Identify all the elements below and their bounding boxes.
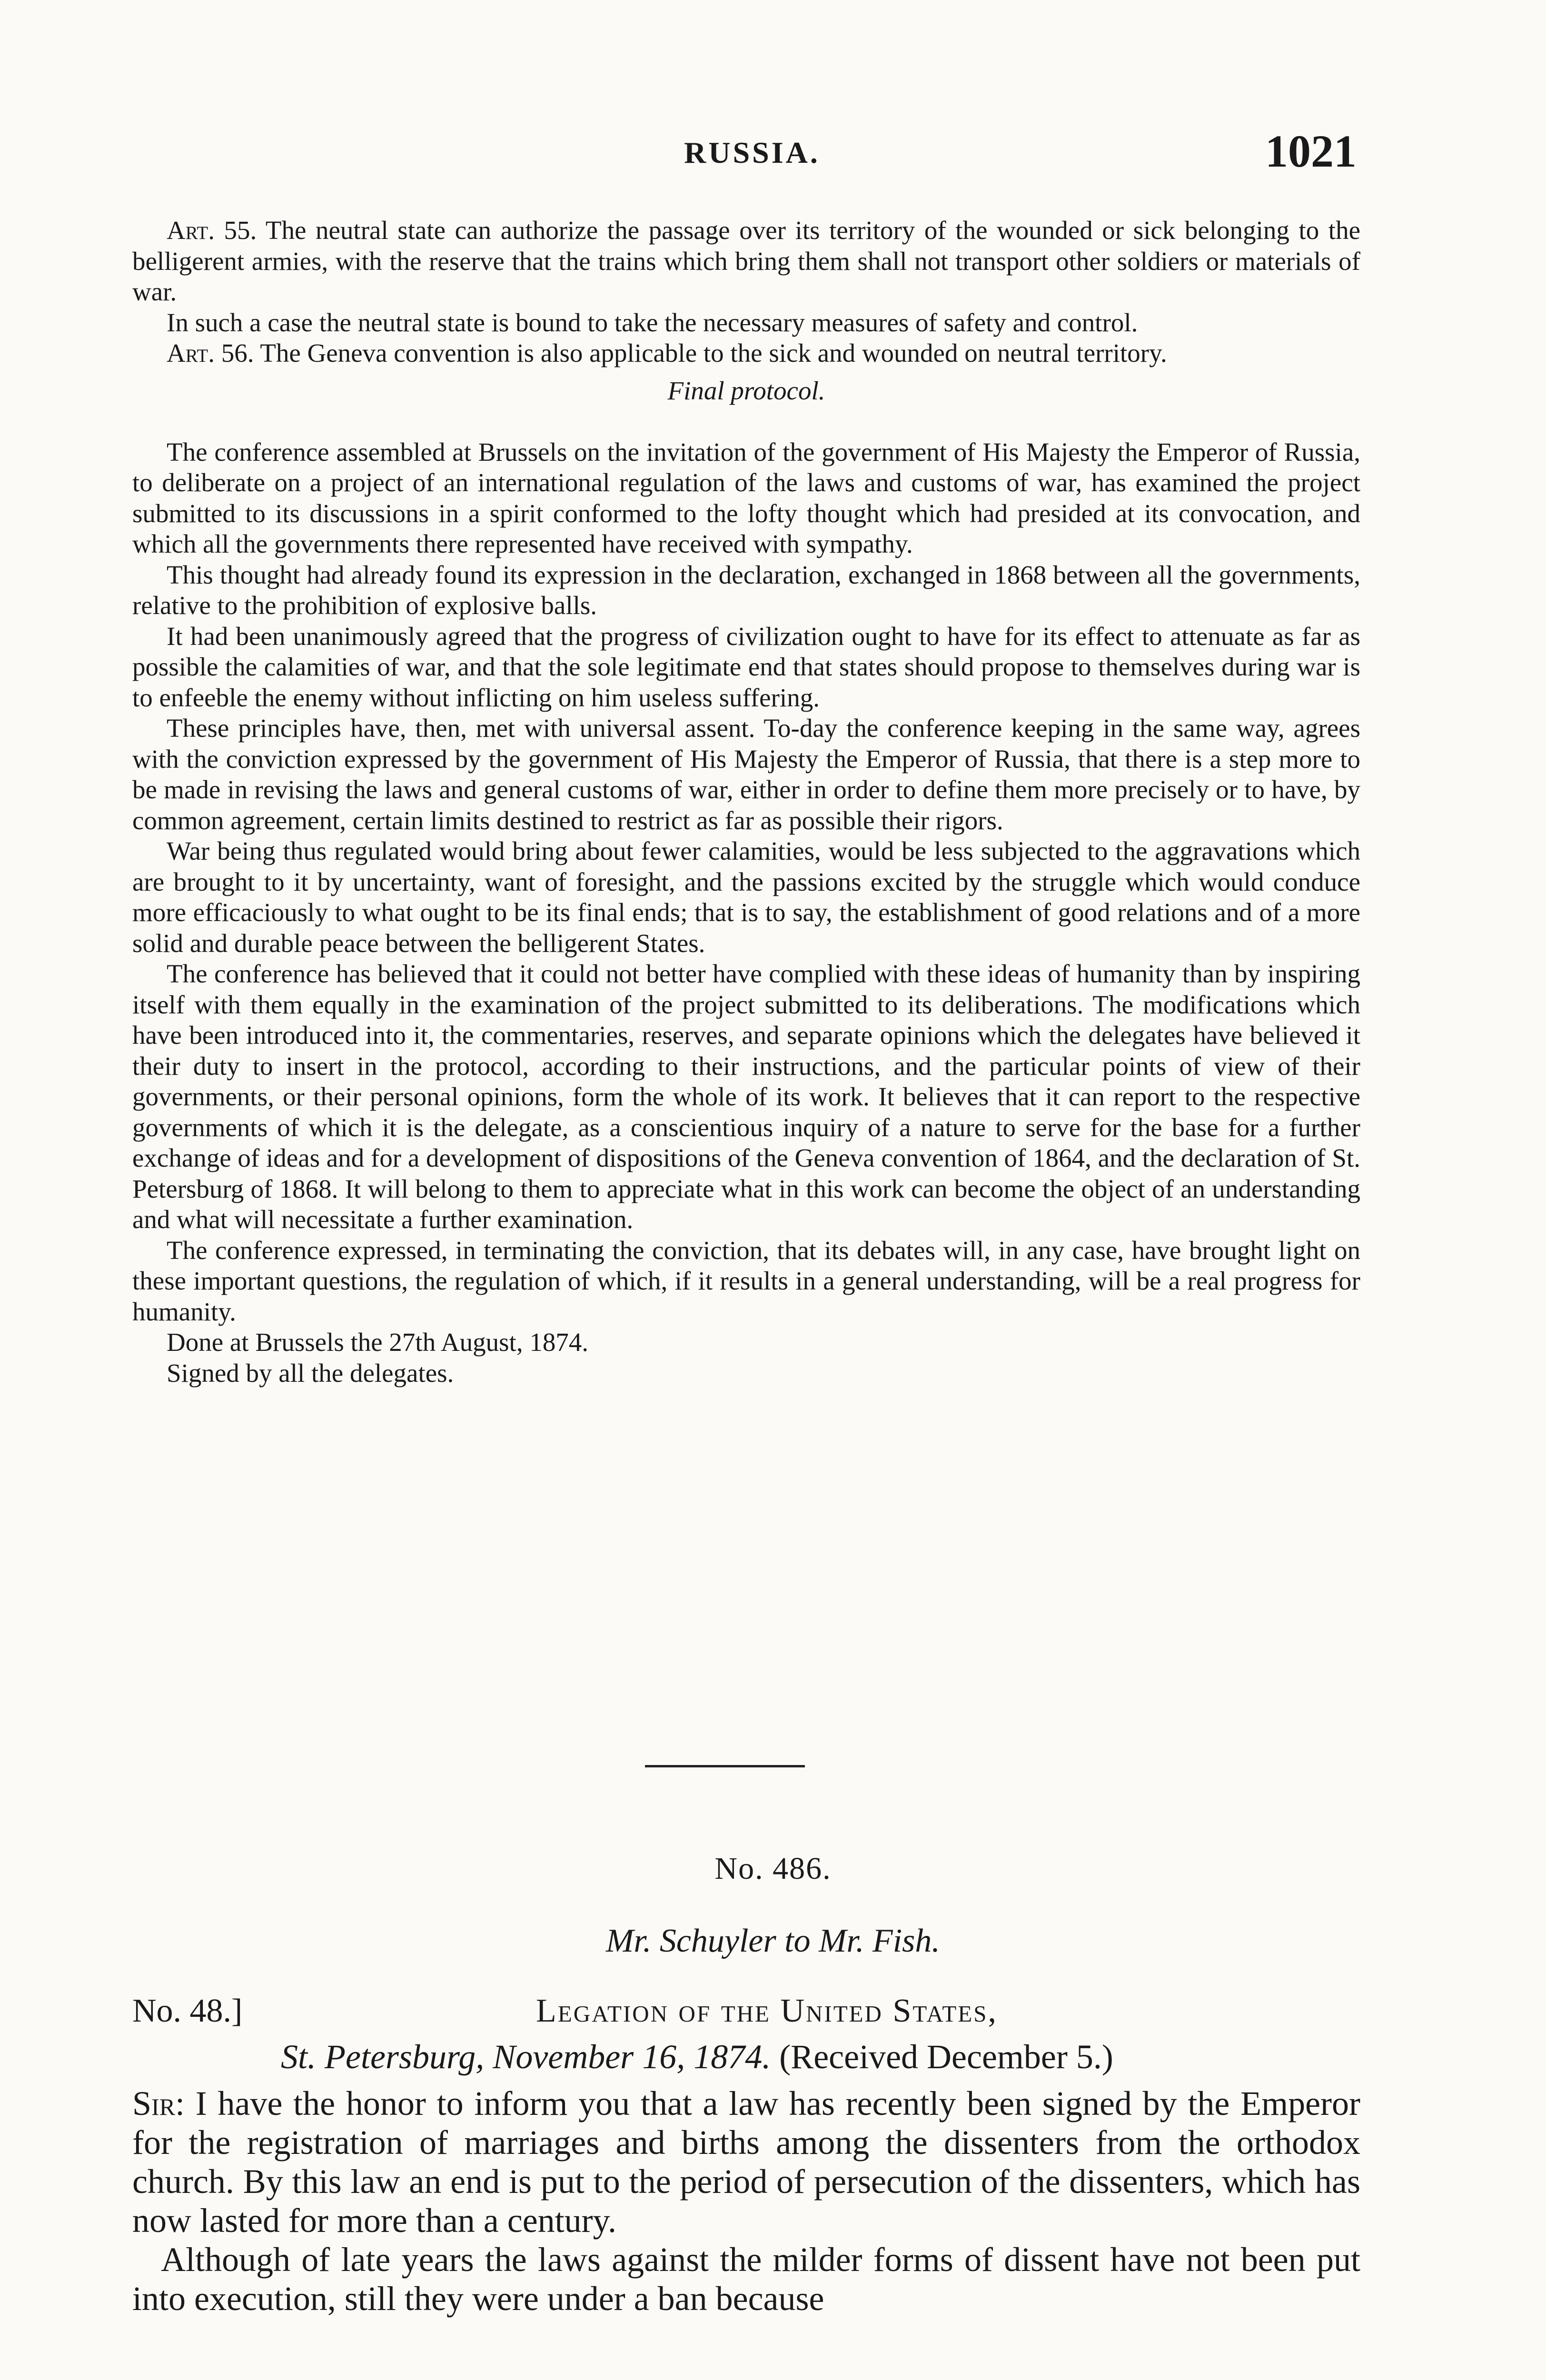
articles-section <box>132 215 1360 1388</box>
article-label: Art. 55. <box>167 216 257 245</box>
protocol-paragraph: It had been unanimously agreed that the progress of civilization ought to have for its effect to attenuate as far as possible the calamities of war, and that the sole legitimate end that states should propose to themselves during war is to enfeeble the enemy without inflicting on him useless suffering. <box>132 621 1360 712</box>
letter-text: I have the honor to inform you that a law has recently been signed by the Emperor for the registration of marriages and births among the dissenters from the orthodox church. By this law an end is put to the period of persecution of the dissenters, which has now lasted for more than a century. <box>132 2084 1360 2240</box>
protocol-paragraph: These principles have, then, met with universal assent. To-day the conference keeping in the same way, agrees with the conviction expressed by the government of His Majesty the Emperor of Russia, that there is a step more to be made in revising the laws and general customs of war, either in order to define them more precisely or to have, by common agreement, certain limits destined to restrict as far as possible their rigors. <box>132 714 1360 835</box>
reference-line <box>132 1992 1360 2035</box>
article-55 <box>132 215 1360 307</box>
document-number: No. 486. <box>714 1851 832 1886</box>
protocol-paragraph: This thought had already found its expression in the declaration, exchanged in 1868 between all the governments, relative to the prohibition of explosive balls. <box>132 560 1360 620</box>
protocol-paragraph: The conference assembled at Brussels on the invitation of the government of His Majesty the Emperor of Russia, to deliberate on a project of an international regulation of the laws and customs of war, has examined the project submitted to its discussions in a spirit conformed to the lofty thought which had presided at its convocation, and which all the governments there represented have received with sympathy. <box>132 437 1360 558</box>
protocol-paragraph: War being thus regulated would bring about fewer calamities, would be less subjected to the aggravations which are brought to it by uncertainty, want of foresight, and the passions excited by the struggle which would conduce more efficaciously to what ought to be its final ends; that is to say, the establishment of good relations and of a more solid and durable peace between the belligerent States. <box>132 836 1360 958</box>
final-protocol-heading: Final protocol. <box>667 376 825 405</box>
date-line <box>281 2037 1113 2077</box>
legation-heading: Legation of the United States, <box>536 1993 998 2029</box>
article-55-continued <box>132 307 1360 338</box>
protocol-paragraph: The conference has believed that it could not better have complied with these ideas of humanity than by inspiring itself with them equally in the examination of the project submitted to its deliberations. The modifications which have been introduced into it, the commentaries, reserves, and separate opinions which the delegates have believed it their duty to insert in the protocol, according to their instructions, and the particular points of view of their governments, or their personal opinions, form the whole of its work. It believes that it can report to the respective governments of which it is the delegate, as a conscientious inquiry of a nature to serve for the base for a further exchange of ideas and for a development of dispositions of the Geneva convention of 1864, and the declaration of St. Petersburg of 1868. It will belong to them to appreciate what in this work can become the object of an understanding and what will necessitate a further examination. <box>132 959 1360 1234</box>
protocol-dateline: Done at Brussels the 27th August, 1874. <box>167 1328 589 1357</box>
article-56 <box>132 338 1360 369</box>
salutation: Sir: <box>132 2084 185 2122</box>
letter-paragraph: Although of late years the laws against the milder forms of dissent have not been put into execution, still they were under a ban because <box>132 2241 1360 2318</box>
article-label: Art. 56. <box>167 338 254 367</box>
section-divider <box>645 1765 805 1767</box>
received-date: (Received December 5.) <box>779 2038 1113 2076</box>
page-header <box>138 125 1366 177</box>
running-head: RUSSIA. <box>684 136 820 169</box>
place-date: St. Petersburg, November 16, 1874. <box>281 2038 771 2076</box>
protocol-paragraph: The conference expressed, in terminating the conviction, that its debates will, in any case, have brought light on these important questions, the regulation of which, if it results in a general understanding, will be a real progress for humanity. <box>132 1235 1360 1326</box>
document-title: Mr. Schuyler to Mr. Fish. <box>606 1923 940 1959</box>
letter-body <box>132 2084 1360 2318</box>
article-text: In such a case the neutral state is bound to take the necessary measures of safety and control. <box>167 307 1138 337</box>
article-text: The neutral state can authorize the passage over its territory of the wounded or sick belonging to the belligerent armies, with the reserve that the trains which bring them shall not transport other soldiers or materials of war. <box>132 216 1361 306</box>
article-text: The Geneva convention is also applicable to the sick and wounded on neutral territory. <box>260 338 1167 367</box>
protocol-signature: Signed by all the delegates. <box>167 1358 454 1388</box>
page-number: 1021 <box>1265 126 1357 177</box>
letter-paragraph <box>132 2084 1360 2240</box>
dispatch-number: No. 48.] <box>132 1993 243 2029</box>
